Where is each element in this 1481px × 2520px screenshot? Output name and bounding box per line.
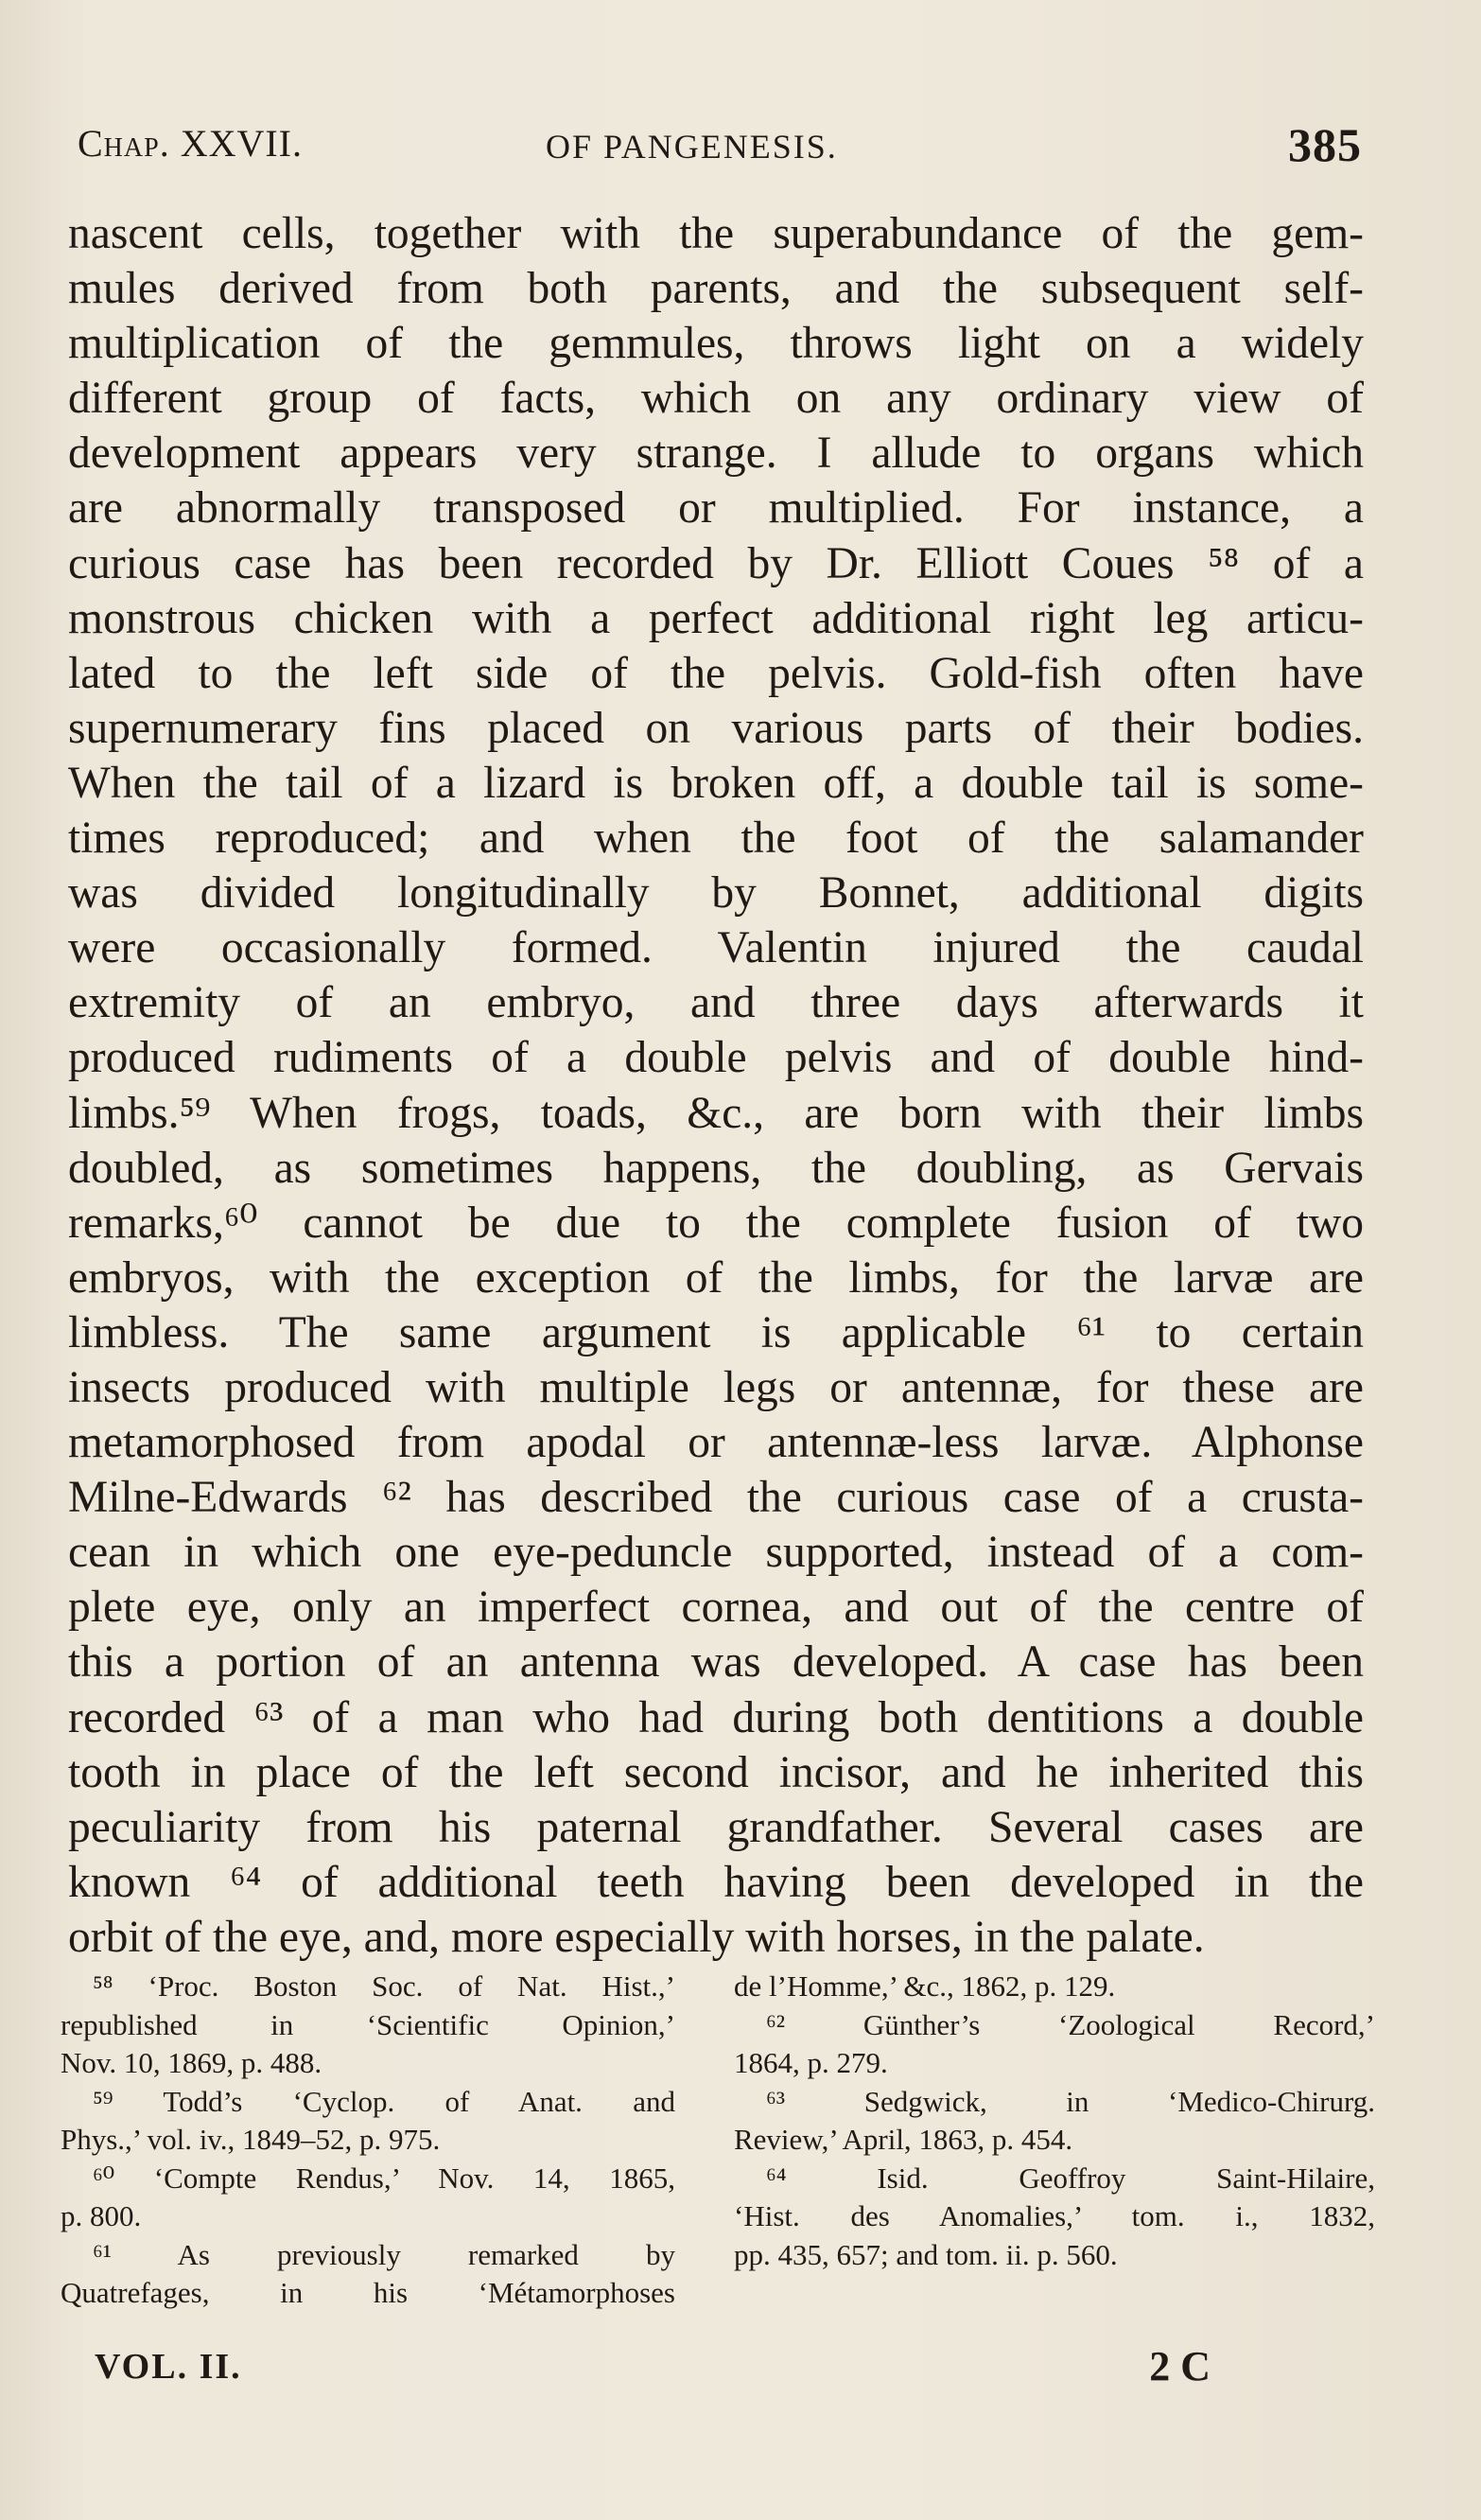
footnote-line: ⁵⁸ ‘Proc. Boston Soc. of Nat. Hist.,’ bbox=[93, 1969, 675, 2003]
footnote-line: republished in ‘Scientific Opinion,’ bbox=[61, 2007, 675, 2041]
text-line: times reproduced; and when the foot of the salamander bbox=[68, 814, 1364, 864]
signature-mark: 2 C bbox=[1149, 2343, 1211, 2389]
footnote-line: ⁶² Günther’s ‘Zoological Record,’ bbox=[766, 2007, 1375, 2041]
footnote-line: Nov. 10, 1869, p. 488. bbox=[61, 2046, 322, 2079]
running-title: OF PANGENESIS. bbox=[546, 128, 838, 166]
text-line: was divided longitudinally by Bonnet, additional digits bbox=[68, 868, 1364, 919]
footnote-line: ⁶⁴ Isid. Geoffroy Saint-Hilaire, bbox=[766, 2161, 1375, 2195]
footnote-line: ⁶¹ As previously remarked by bbox=[93, 2237, 675, 2271]
footnotes-right-column bbox=[734, 1968, 1375, 2274]
text-line: curious case has been recorded by Dr. Elliott Coues ⁵⁸ of a bbox=[68, 538, 1364, 588]
footnote-line: 1864, p. 279. bbox=[734, 2046, 888, 2079]
text-line: were occasionally formed. Valentin injured the caudal bbox=[68, 923, 1364, 973]
text-line: remarks,⁶⁰ cannot be due to the complete fusion of two bbox=[68, 1198, 1364, 1248]
running-header bbox=[68, 118, 1362, 178]
text-line: nascent cells, together with the superabundance of the gem- bbox=[68, 209, 1364, 258]
text-line: embryos, with the exception of the limbs, for the larvæ are bbox=[68, 1252, 1364, 1303]
text-line: supernumerary fins placed on various parts of their bodies. bbox=[68, 703, 1364, 753]
text-line: this a portion of an antenna was developed. A case has been bbox=[68, 1637, 1364, 1688]
text-line: When the tail of a lizard is broken off, a double tail is some- bbox=[68, 758, 1364, 808]
page-number: 385 bbox=[1288, 118, 1362, 171]
text-line: monstrous chicken with a perfect additional right leg articu- bbox=[68, 593, 1364, 643]
text-line: cean in which one eye-peduncle supported, instead of a com- bbox=[68, 1528, 1364, 1578]
text-line: doubled, as sometimes happens, the doubling, as Gervais bbox=[68, 1143, 1364, 1193]
footnote-line: Phys.,’ vol. iv., 1849–52, p. 975. bbox=[61, 2123, 441, 2156]
text-line: are abnormally transposed or multiplied. For instance, a bbox=[68, 483, 1364, 534]
text-line: peculiarity from his paternal grandfather. Several cases are bbox=[68, 1802, 1364, 1852]
text-line: multiplication of the gemmules, throws light on a widely bbox=[68, 319, 1364, 369]
text-line: metamorphosed from apodal or antennæ-less larvæ. Alphonse bbox=[68, 1418, 1364, 1468]
footnote-line: ‘Hist. des Anomalies,’ tom. i., 1832, bbox=[734, 2199, 1375, 2232]
text-line: insects produced with multiple legs or antennæ, for these are bbox=[68, 1362, 1364, 1412]
footnote-line: ⁵⁹ Todd’s ‘Cyclop. of Anat. and bbox=[93, 2084, 675, 2118]
text-line: lated to the left side of the pelvis. Gold-fish often have bbox=[68, 648, 1364, 698]
text-line: tooth in place of the left second incisor, and he inherited this bbox=[68, 1747, 1364, 1797]
text-line: plete eye, only an imperfect cornea, and out of the centre of bbox=[68, 1583, 1364, 1633]
text-line: limbs.⁵⁹ When frogs, toads, &c., are born with their limbs bbox=[68, 1088, 1364, 1138]
text-line: Milne-Edwards ⁶² has described the curious case of a crusta- bbox=[68, 1473, 1364, 1523]
footnote-line: p. 800. bbox=[61, 2199, 142, 2232]
text-line: orbit of the eye, and, more especially with horses, in the palate. bbox=[68, 1912, 1205, 1962]
text-line: development appears very strange. I allude to organs which bbox=[68, 429, 1364, 479]
footnote-line: ⁶³ Sedgwick, in ‘Medico-Chirurg. bbox=[766, 2084, 1375, 2118]
footnote-line: ⁶⁰ ‘Compte Rendus,’ Nov. 14, 1865, bbox=[93, 2161, 675, 2195]
text-line: recorded ⁶³ of a man who had during both dentitions a double bbox=[68, 1692, 1364, 1742]
text-line: produced rudiments of a double pelvis and of double hind- bbox=[68, 1033, 1364, 1083]
footnote-line: de l’Homme,’ &c., 1862, p. 129. bbox=[734, 1969, 1116, 2003]
footnotes-left-column bbox=[61, 1968, 675, 2313]
text-line: extremity of an embryo, and three days afterwards it bbox=[68, 978, 1364, 1028]
body-text bbox=[68, 206, 1364, 1965]
page-footer bbox=[95, 2343, 1211, 2403]
text-line: known ⁶⁴ of additional teeth having been developed in the bbox=[68, 1857, 1364, 1907]
text-line: mules derived from both parents, and the subsequent self- bbox=[68, 264, 1364, 314]
footnote-line: Quatrefages, in his ‘Métamorphoses bbox=[61, 2276, 675, 2309]
volume-label: VOL. II. bbox=[95, 2347, 242, 2387]
text-line: limbless. The same argument is applicable ⁶¹ to certain bbox=[68, 1307, 1364, 1357]
chapter-label: Chap. XXVII. bbox=[78, 122, 303, 165]
footnote-line: pp. 435, 657; and tom. ii. p. 560. bbox=[734, 2237, 1118, 2271]
text-line: different group of facts, which on any ordinary view of bbox=[68, 374, 1364, 424]
footnote-line: Review,’ April, 1863, p. 454. bbox=[734, 2123, 1073, 2156]
